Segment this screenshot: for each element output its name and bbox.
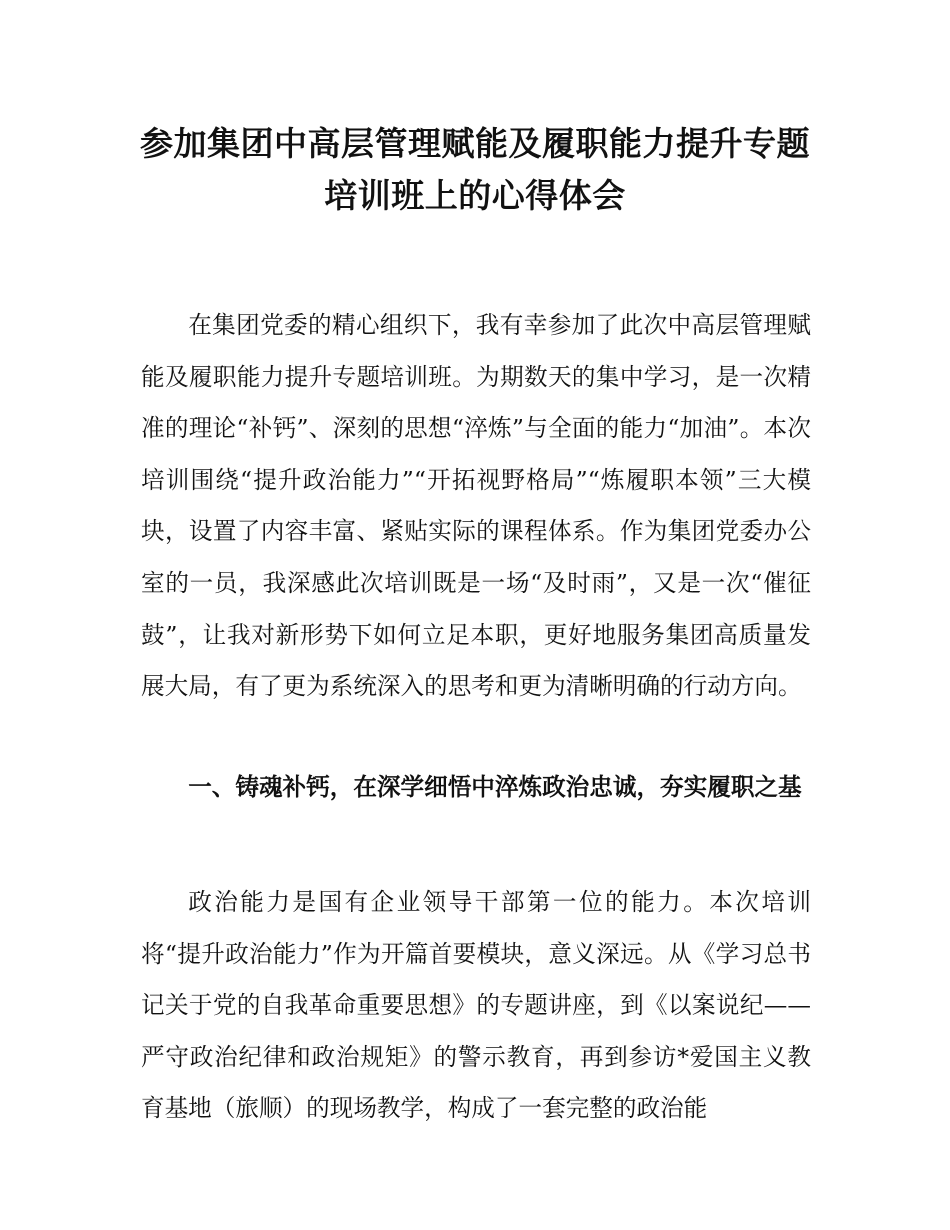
- section-heading-1: 一、铸魂补钙，在深学细悟中淬炼政治忠诚，夯实履职之基: [188, 773, 802, 801]
- document-title: 参加集团中高层管理赋能及履职能力提升专题培训班上的心得体会: [140, 124, 810, 215]
- section-1-paragraph: 政治能力是国有企业领导干部第一位的能力。本次培训将“提升政治能力”作为开篇首要模块，意义深远。从《学习总书记关于党的自我革命重要思想》的专题讲座，到《以案说纪——严守政治纪律和政治规矩》的警示教育，再到参访*爱国主义教育基地（旅顺）的现场教学，构成了一套完整的政治能: [141, 888, 811, 1123]
- intro-paragraph: 在集团党委的精心组织下，我有幸参加了此次中高层管理赋能及履职能力提升专题培训班。为期数天的集中学习，是一次精准的理论“补钙”、深刻的思想“淬炼”与全面的能力“加油”。本次培训围绕“提升政治能力”“开拓视野格局”“炼履职本领”三大模块，设置了内容丰富、紧贴实际的课程体系。作为集团党委办公室的一员，我深感此次培训既是一场“及时雨”，又是一次“催征鼓”，让我对新形势下如何立足本职，更好地服务集团高质量发展大局，有了更为系统深入的思考和更为清晰明确的行动方向。: [141, 311, 811, 701]
